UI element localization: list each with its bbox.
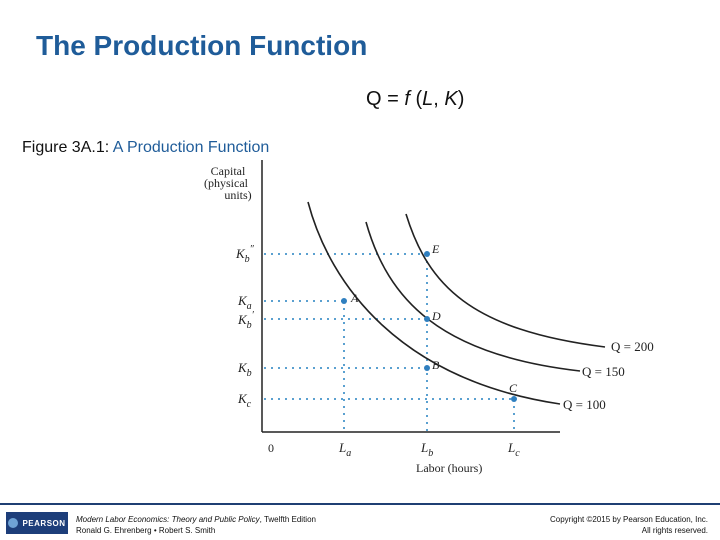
point-a-marker — [341, 298, 347, 304]
footer-divider — [0, 503, 720, 505]
tick-kb2: $K_b''$ — [236, 244, 254, 265]
point-e-marker — [424, 251, 430, 257]
footer-book-title: Modern Labor Economics: Theory and Public Policy — [76, 515, 260, 524]
point-b-label: B — [432, 358, 440, 372]
tick-ka: $K_a$ — [238, 293, 252, 312]
formula-open: ( — [409, 88, 423, 110]
isoquant-q200 — [406, 214, 605, 347]
x-axis-title: Labor (hours) — [416, 461, 483, 475]
guide-lines — [264, 254, 514, 432]
y-axis-title-line-1: Capital — [210, 164, 246, 178]
point-b-marker — [424, 365, 430, 371]
tick-lb: $L_b$ — [421, 440, 434, 459]
tick-kc: $K_c$ — [238, 391, 252, 410]
footer-rights-line: All rights reserved. — [641, 526, 708, 535]
formula-q: Q = — [366, 88, 405, 110]
tick-kb: $K_b$ — [238, 360, 252, 379]
slide-title: The Production Function — [36, 30, 368, 61]
formula-l: L — [422, 88, 434, 110]
label-q150: Q = 150 — [582, 364, 625, 379]
footer-copyright-line: Copyright ©2015 by Pearson Education, Inc. — [550, 515, 708, 524]
y-axis-title-line-2: (physical — [204, 176, 248, 190]
point-d-label: D — [432, 309, 441, 323]
tick-kb1: $K_b'$ — [238, 310, 254, 331]
point-a-label: A — [351, 291, 359, 305]
footer-copyright — [550, 514, 708, 536]
pearson-logo-text: PEARSON — [22, 518, 66, 528]
tick-la: $L_a$ — [339, 440, 352, 459]
origin-label: 0 — [268, 441, 274, 455]
formula-f: f — [404, 88, 410, 110]
footer-edition: , Twelfth Edition — [259, 515, 316, 524]
point-d-marker — [424, 316, 430, 322]
footer-book-line — [76, 514, 316, 525]
tick-lc: $L_c$ — [508, 440, 520, 459]
y-axis-title-line-3: units) — [224, 188, 252, 202]
pearson-logo — [6, 512, 68, 534]
label-q200: Q = 200 — [611, 339, 654, 354]
label-q100: Q = 100 — [563, 397, 606, 412]
point-e-label: E — [432, 242, 440, 256]
caption-sep: : — [104, 139, 113, 156]
point-c-marker — [511, 396, 517, 402]
footer-book-info — [76, 514, 316, 536]
formula-close: ) — [457, 88, 465, 110]
formula-k: K — [444, 88, 458, 110]
point-c-label: C — [509, 381, 518, 395]
pearson-logo-mark — [8, 518, 18, 528]
caption-text: A Production Function — [112, 139, 270, 156]
formula-sep: , — [433, 88, 445, 110]
isoquant-q150 — [366, 222, 580, 371]
caption-prefix: Figure 3A.1 — [22, 139, 105, 156]
footer-authors: Ronald G. Ehrenberg • Robert S. Smith — [76, 526, 216, 535]
